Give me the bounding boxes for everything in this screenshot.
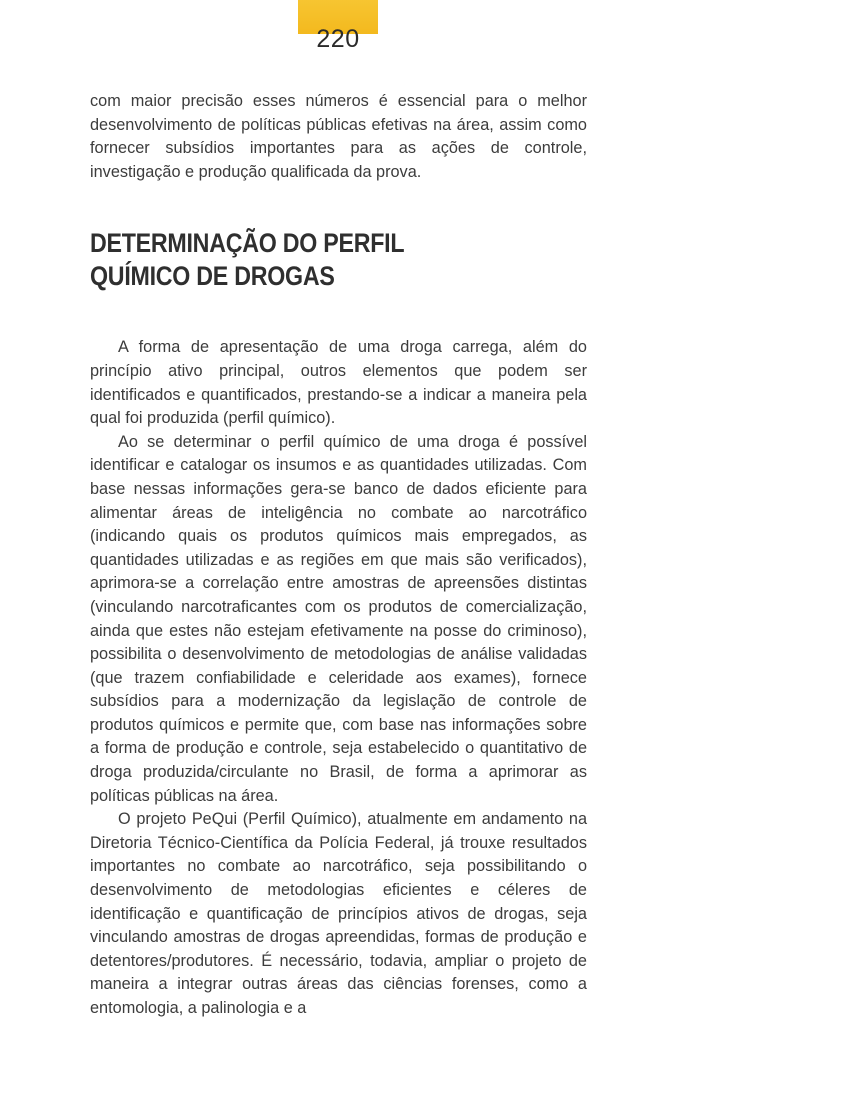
section-title [90, 227, 517, 293]
intro-paragraph: com maior precisão esses números é essencial para o melhor desenvolvimento de políticas públicas efetivas na área, assim como fornecer subsídios importantes para as ações de controle, investigação e produção qualificada da prova. [90, 92, 587, 181]
body-paragraph-1: A forma de apresentação de uma droga carrega, além do princípio ativo principal, outros elementos que podem ser identificados e quantificados, prestando-se a indicar a maneira pela qual foi produzida (perfil químico). [90, 338, 587, 428]
section-title-line-2: QUÍMICO DE DROGAS [90, 261, 335, 292]
section-title-line-1: DETERMINAÇÃO DO PERFIL [90, 228, 405, 259]
page-content [90, 90, 587, 1021]
page-number: 220 [316, 25, 360, 53]
body-paragraph-2: Ao se determinar o perfil químico de uma droga é possível identificar e catalogar os insumos e as quantidades utilizadas. Com base nessas informações gera-se banco de dados eficiente para alimentar áreas de inteligência no combate ao narcotráfico (indicando quais os produtos químicos mais empregados, as quantidades utilizadas e as regiões em que mais são verificados), aprimora-se a correlação entre amostras de apreensões distintas (vinculando narcotraficantes com os produtos de comercialização, ainda que estes não estejam efetivamente na posse do criminoso), possibilita o desenvolvimento de metodologias de análise validadas (que trazem confiabilidade e celeridade aos exames), fornece subsídios para a modernização da legislação de controle de produtos químicos e permite que, com base nas informações sobre a forma de produção e controle, seja estabelecido o quantitativo de droga produzida/circulante no Brasil, de forma a aprimorar as políticas públicas na área. [90, 432, 587, 805]
body-paragraph-3: O projeto PeQui (Perfil Químico), atualmente em andamento na Diretoria Técnico-Científica da Polícia Federal, já trouxe resultados importantes no combate ao narcotráfico, seja possibilitando o desenvolvimento de metodologias eficientes e céleres de identificação e quantificação de princípios ativos de drogas, seja vinculando amostras de drogas apreendidas, formas de produção e detentores/produtores. É necessário, todavia, ampliar o projeto de maneira a integrar outras áreas das ciências forenses, como a entomologia, a palinologia e a [90, 810, 587, 1017]
